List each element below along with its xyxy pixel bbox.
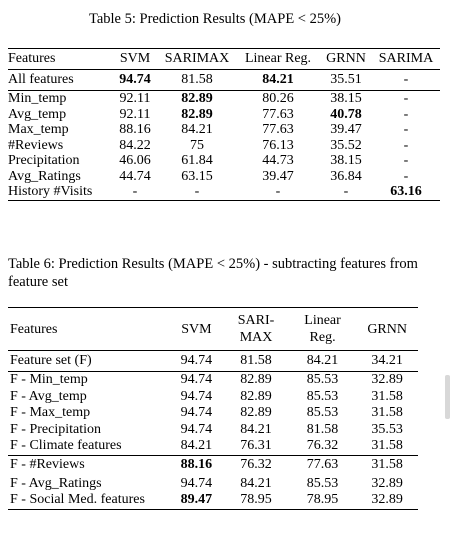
cell: 82.89	[240, 388, 272, 404]
cell: 31.58	[371, 457, 403, 473]
cell: F - Social Med. features	[10, 492, 145, 507]
cell: 85.53	[306, 372, 339, 387]
table-row	[8, 107, 440, 123]
cell: -	[403, 122, 409, 137]
header-cell: Features	[8, 51, 56, 66]
header-line: MAX	[239, 330, 273, 345]
header-line: SARI-	[237, 313, 275, 328]
table-row	[8, 455, 418, 476]
table-row	[8, 70, 440, 91]
table-row	[8, 405, 418, 422]
header-cell	[223, 308, 289, 351]
cell: 85.53	[306, 475, 339, 491]
cell: 39.47	[330, 122, 362, 137]
cell: 81.58	[181, 72, 213, 88]
cell: F - Max_temp	[10, 405, 91, 420]
table-row	[8, 138, 440, 154]
cell: 76.31	[240, 438, 272, 453]
scrollbar-thumb[interactable]	[445, 375, 450, 419]
cell: 38.15	[330, 153, 362, 168]
table6-caption: Table 6: Prediction Results (MAPE < 25%) - subtracting features from feature set	[8, 256, 418, 290]
cell: 34.21	[371, 352, 403, 368]
cell: -	[343, 184, 349, 199]
cell: 36.84	[330, 168, 362, 184]
cell: F - Precipitation	[10, 421, 101, 437]
header-cell: SVM	[181, 321, 212, 337]
cell: F - #Reviews	[10, 457, 85, 473]
table-row	[8, 169, 440, 185]
cell: 35.53	[371, 421, 403, 437]
cell: 81.58	[306, 421, 339, 437]
cell: Precipitation	[8, 153, 80, 168]
header-cell	[289, 308, 357, 351]
header-cell: SVM	[119, 51, 151, 66]
cell: -	[403, 137, 409, 153]
cell: 84.21	[240, 421, 272, 437]
cell: 82.89	[240, 372, 272, 387]
table-row	[8, 389, 418, 406]
header-cell: GRNN	[326, 51, 366, 66]
cell: Max_temp	[8, 122, 69, 137]
cell: Avg_temp	[8, 106, 67, 122]
cell: -	[132, 184, 138, 199]
table6	[8, 307, 418, 510]
cell: 35.52	[330, 137, 362, 153]
header-cell: Linear Reg.	[244, 51, 312, 66]
cell: 32.89	[371, 475, 403, 491]
table-row	[8, 422, 418, 439]
cell: -	[194, 184, 200, 199]
cell: 84.21	[181, 122, 213, 137]
cell: 80.26	[262, 91, 294, 106]
cell: 32.89	[371, 492, 403, 507]
header-line: Reg.	[309, 330, 336, 345]
cell: -	[403, 72, 409, 88]
cell: 40.78	[330, 106, 362, 122]
cell: 94.74	[180, 475, 213, 491]
cell: 44.73	[262, 153, 294, 168]
cell: 94.74	[180, 421, 213, 437]
cell: 38.15	[330, 91, 362, 106]
cell: 85.53	[306, 405, 339, 420]
cell: 88.16	[180, 457, 213, 473]
cell: F - Min_temp	[10, 372, 88, 387]
cell: F - Avg_temp	[10, 388, 87, 404]
table-row	[8, 184, 440, 200]
cell: 84.22	[119, 137, 151, 153]
cell: 85.53	[306, 388, 339, 404]
cell: All features	[8, 72, 74, 88]
cell: 35.51	[330, 72, 362, 88]
header-cell: SARIMAX	[164, 51, 230, 66]
cell: 61.84	[181, 153, 213, 168]
cell: 88.16	[119, 122, 151, 137]
cell: 94.74	[180, 372, 213, 387]
cell: Avg_Ratings	[8, 168, 81, 184]
cell: 44.74	[119, 168, 151, 184]
cell: Feature set (F)	[10, 352, 92, 368]
cell: 94.74	[119, 72, 151, 88]
cell: Min_temp	[8, 91, 67, 106]
cell: 84.21	[306, 352, 339, 368]
cell: 77.63	[262, 106, 294, 122]
cell: 84.21	[240, 475, 272, 491]
table-row	[8, 122, 440, 138]
cell: 63.16	[390, 184, 422, 199]
cell: 92.11	[119, 106, 151, 122]
cell: 84.21	[180, 438, 213, 453]
cell: 32.89	[371, 372, 403, 387]
cell: 63.15	[181, 168, 213, 184]
cell: 76.32	[240, 457, 272, 473]
cell: 92.11	[119, 91, 151, 106]
cell: 76.13	[262, 137, 294, 153]
table-row	[8, 372, 418, 389]
cell: 81.58	[240, 352, 272, 368]
table5-header-row	[8, 49, 440, 70]
cell: 94.74	[180, 405, 213, 420]
table6-header-row	[8, 308, 418, 351]
table-row	[8, 153, 440, 169]
cell: 82.89	[181, 106, 213, 122]
table-row	[8, 492, 418, 509]
cell: 31.58	[371, 405, 403, 420]
cell: 77.63	[262, 122, 294, 137]
cell: 31.58	[371, 438, 403, 453]
table5-caption: Table 5: Prediction Results (MAPE < 25%)	[88, 11, 342, 27]
header-cell: Features	[10, 321, 58, 337]
cell: F - Climate features	[10, 438, 122, 453]
table-row	[8, 91, 440, 107]
cell: F - Avg_Ratings	[10, 475, 102, 491]
header-cell: SARIMA	[378, 51, 434, 66]
cell: 94.74	[180, 388, 213, 404]
cell: -	[403, 168, 409, 184]
cell: 84.21	[262, 72, 294, 88]
header-line: Linear	[304, 313, 341, 328]
cell: -	[403, 106, 409, 122]
cell: 82.89	[181, 91, 213, 106]
cell: -	[275, 184, 281, 199]
cell: 77.63	[306, 457, 339, 473]
cell: 46.06	[119, 153, 151, 168]
table5	[8, 48, 440, 201]
header-cell: GRNN	[367, 321, 407, 337]
cell: -	[403, 91, 409, 106]
cell: 89.47	[180, 492, 213, 507]
cell: 39.47	[262, 168, 294, 184]
cell: 78.95	[240, 492, 272, 507]
cell: 94.74	[180, 352, 213, 368]
cell: -	[403, 153, 409, 168]
table-row	[8, 476, 418, 493]
cell: History #Visits	[8, 184, 93, 199]
cell: 76.32	[306, 438, 339, 453]
cell: 31.58	[371, 388, 403, 404]
table-row	[8, 351, 418, 372]
table-row	[8, 438, 418, 455]
cell: 75	[190, 137, 204, 153]
cell: 82.89	[240, 405, 272, 420]
cell: 78.95	[306, 492, 339, 507]
cell: #Reviews	[8, 137, 64, 153]
